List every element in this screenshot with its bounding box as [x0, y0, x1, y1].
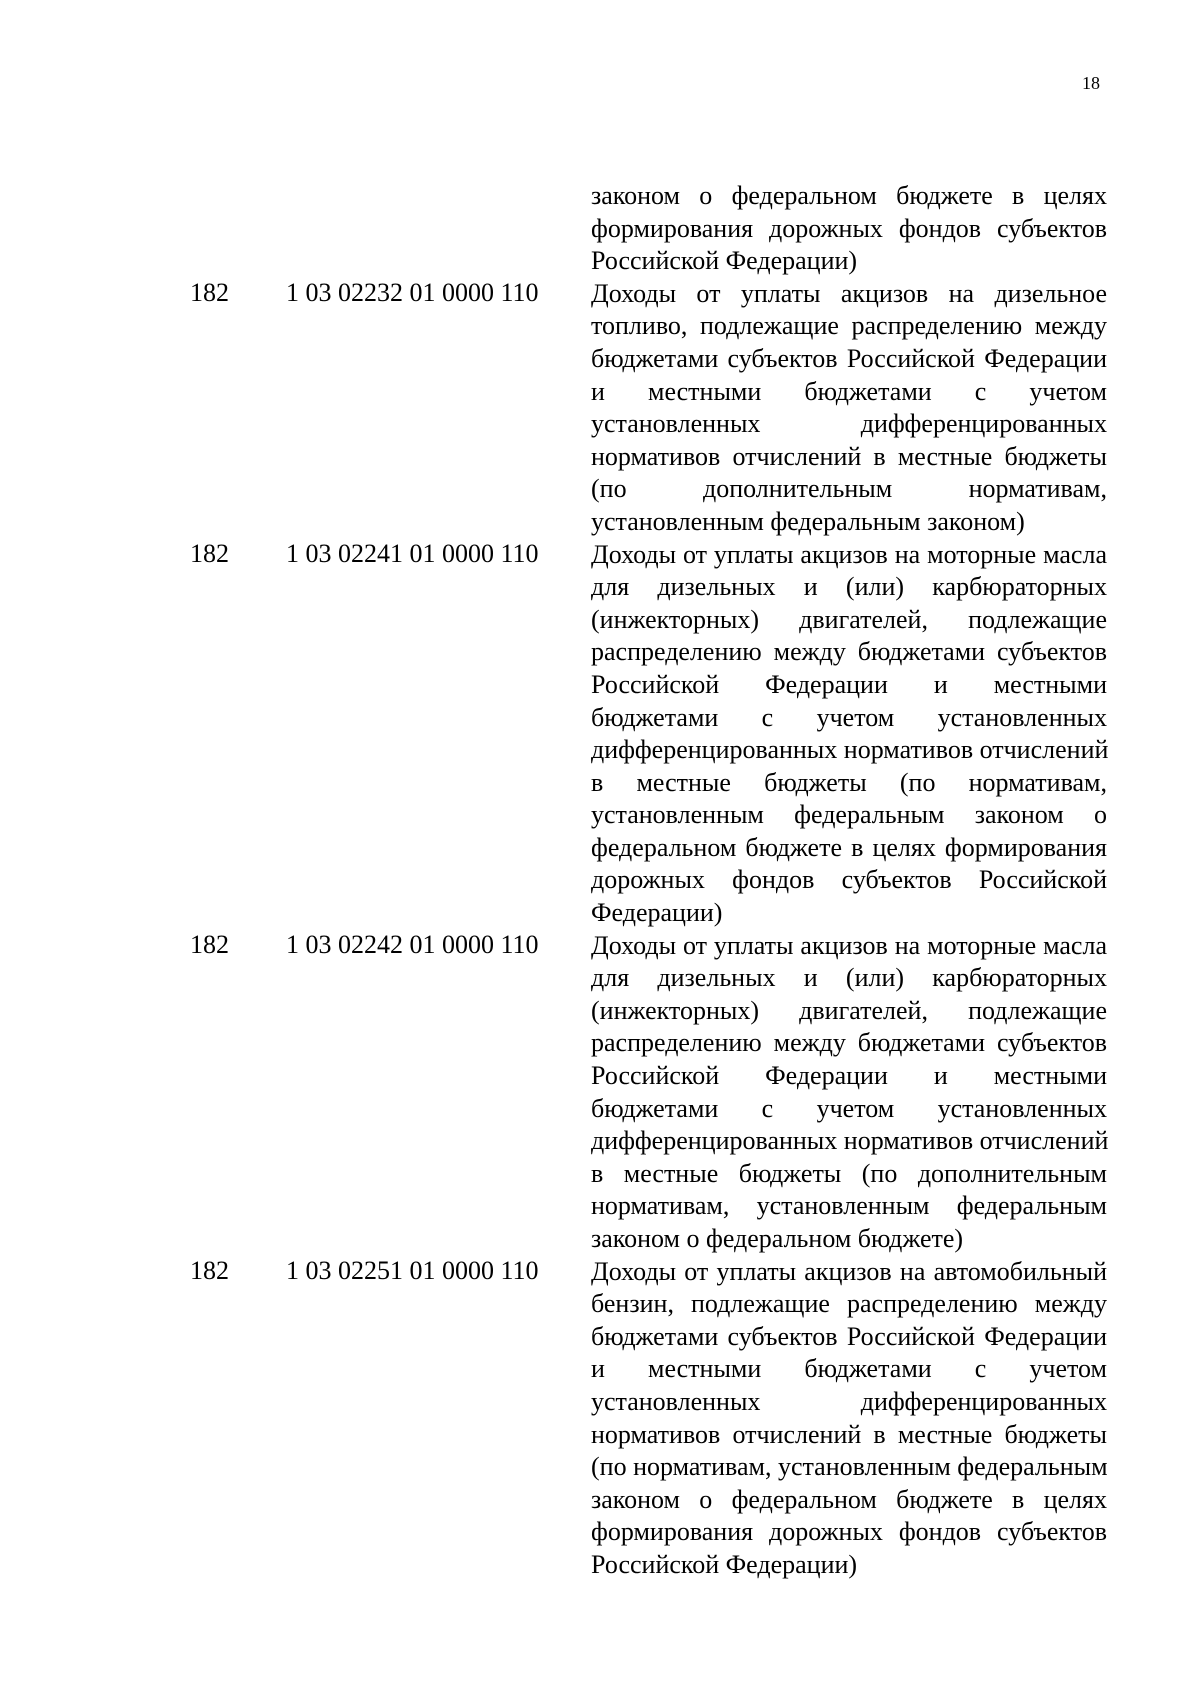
admin-code-cell: 182: [190, 277, 229, 307]
description-line: распределению между бюджетами субъектов: [591, 637, 1107, 667]
description-line: топливо, подлежащие распределению между: [591, 311, 1107, 341]
revenue-description-cell: [591, 930, 1107, 1256]
page-number: 18: [1082, 73, 1100, 93]
budget-classification-code-cell: 1 03 02242 01 0000 110: [286, 929, 539, 959]
description-line: нормативов отчислений в местные бюджеты: [591, 441, 1107, 471]
description-line: в местные бюджеты (по дополнительным: [591, 1158, 1107, 1188]
table-row: [0, 539, 1200, 930]
description-line: Российской Федерации): [591, 1549, 858, 1579]
description-line: (по нормативам, установленным федеральным: [591, 1452, 1108, 1482]
description-line: и местными бюджетами с учетом: [591, 1354, 1107, 1384]
table-row: [0, 278, 1200, 539]
description-line: установленным федеральным законом о: [591, 800, 1107, 830]
description-line: бюджетами с учетом установленных: [591, 1093, 1107, 1123]
description-line: для дизельных и (или) карбюраторных: [591, 572, 1107, 602]
table-row: [0, 1256, 1200, 1582]
description-line: Доходы от уплаты акцизов на дизельное: [591, 278, 1107, 308]
description-line: законом о федеральном бюджете в целях: [591, 1484, 1107, 1514]
description-line: для дизельных и (или) карбюраторных: [591, 963, 1107, 993]
description-line: Российской Федерации и местными: [591, 669, 1107, 699]
description-line: бензин, подлежащие распределению между: [591, 1289, 1107, 1319]
description-line: (по дополнительным нормативам,: [591, 474, 1107, 504]
description-line: дорожных фондов субъектов Российской: [591, 865, 1107, 895]
description-line: Доходы от уплаты акцизов на моторные масла: [591, 930, 1107, 960]
description-line: Российской Федерации и местными: [591, 1061, 1107, 1091]
admin-code-cell: 182: [190, 1255, 229, 1285]
description-line: в местные бюджеты (по нормативам,: [591, 767, 1107, 797]
description-line: Российской Федерации): [591, 246, 858, 276]
budget-classification-code-cell: 1 03 02241 01 0000 110: [286, 538, 539, 568]
description-line: распределению между бюджетами субъектов: [591, 1028, 1107, 1058]
description-line: Доходы от уплаты акцизов на моторные масла: [591, 539, 1107, 569]
description-line: установленных дифференцированных: [591, 1386, 1107, 1416]
description-line: бюджетами с учетом установленных: [591, 702, 1107, 732]
admin-code-cell: 182: [190, 929, 229, 959]
description-line: нормативов отчислений в местные бюджеты: [591, 1419, 1107, 1449]
budget-classification-code-cell: 1 03 02232 01 0000 110: [286, 277, 539, 307]
description-line: (инжекторных) двигателей, подлежащие: [591, 604, 1107, 634]
description-line: нормативам, установленным федеральным: [591, 1191, 1107, 1221]
description-line: установленным федеральным законом): [591, 506, 1025, 536]
description-line: формирования дорожных фондов субъектов: [591, 1517, 1107, 1547]
description-line: и местными бюджетами с учетом: [591, 376, 1107, 406]
budget-classification-code-cell: 1 03 02251 01 0000 110: [286, 1255, 539, 1285]
table-row: [0, 930, 1200, 1256]
description-line: дифференцированных нормативов отчислений: [591, 1126, 1109, 1156]
revenue-description-cell: [591, 539, 1107, 930]
table-row: [0, 180, 1200, 278]
description-line: бюджетами субъектов Российской Федерации: [591, 343, 1107, 373]
admin-code-cell: 182: [190, 538, 229, 568]
description-line: законом о федеральном бюджете в целях: [591, 181, 1107, 210]
description-line: Доходы от уплаты акцизов на автомобильный: [591, 1256, 1107, 1286]
description-line: федеральном бюджете в целях формирования: [591, 832, 1107, 862]
revenue-description-cell: [591, 278, 1107, 539]
revenue-description-cell: [591, 1256, 1107, 1582]
description-line: (инжекторных) двигателей, подлежащие: [591, 995, 1107, 1025]
description-line: законом о федеральном бюджете): [591, 1224, 964, 1253]
description-line: Федерации): [591, 898, 723, 928]
description-line: бюджетами субъектов Российской Федерации: [591, 1321, 1107, 1351]
revenue-codes-table: [0, 180, 1200, 1582]
description-line: установленных дифференцированных: [591, 409, 1107, 439]
description-line: дифференцированных нормативов отчислений: [591, 735, 1109, 765]
description-line: формирования дорожных фондов субъектов: [591, 213, 1107, 243]
revenue-description-cell: [591, 180, 1107, 278]
